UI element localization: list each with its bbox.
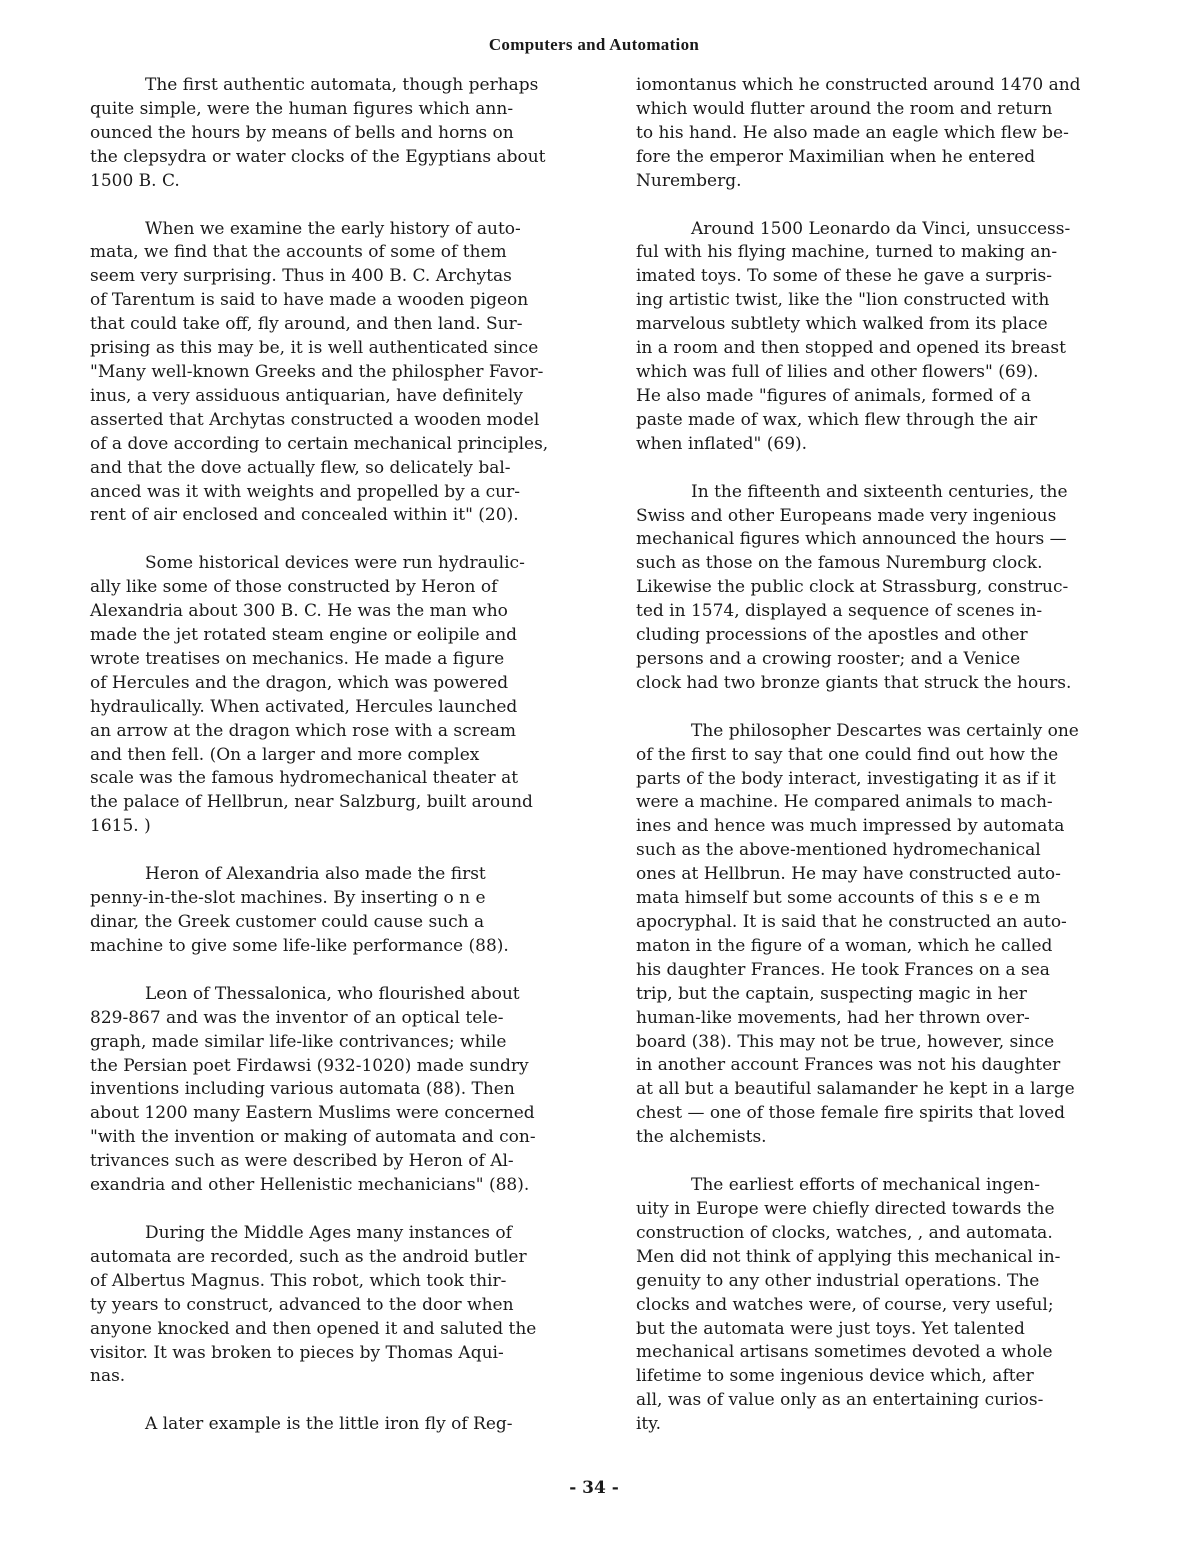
paragraph: When we examine the early history of auto- mata, we find that the accounts of some of them seem very surprising. Thus in 400 B. C. Archytas of Tarentum is said to have made a wooden pigeon that could take off, fly around, and then land. Sur- prising as this may be, it is well authenticated since "Many well-known Greeks and the philospher Favor- inus, a very assiduous antiquarian, have definitely asserted that Archytas constructed a wooden model of a dove according to certain mechanical principles, and that the dove actually flew, so delicately bal- anced was it with weights and propelled by a cur- rent of air enclosed and concealed within it" (20). xyxy=(90,218,549,526)
paragraph: Heron of Alexandria also made the first penny-in-the-slot machines. By inserting o n e dinar, the Greek customer could cause such a machine to give some life-like performance (88). xyxy=(90,864,509,956)
paragraph: The first authentic automata, though perhaps quite simple, were the human figures which ann- ounced the hours by means of bells and horns on the clepsydra or water clocks of the Egyptians about 1500 B. C. xyxy=(90,75,546,191)
right-column xyxy=(636,74,1128,1437)
paragraph: The philosopher Descartes was certainly one of the first to say that one could find out how the parts of the body interact, investigating it as if it were a machine. He compared animals to mach- ines and hence was much impressed by automata such as the above-mentioned hydromechanical ones at Hellbrun. He may have constructed auto- mata himself but some accounts of this s e e m apocryphal. It is said that he constructed an auto- maton in the figure of a woman, which he called his daughter Frances. He took Frances on a sea trip, but the captain, suspecting magic in her human-like movements, had her thrown over- board (38). This may not be true, however, since in another account Frances was not his daughter at all but a beautiful salamander he kept in a large chest — one of those female fire spirits that loved the alchemists. xyxy=(636,720,1079,1148)
page-number: - 34 - xyxy=(569,1478,619,1498)
paragraph: A later example is the little iron fly of Reg- xyxy=(145,1414,513,1435)
paragraph: During the Middle Ages many instances of automata are recorded, such as the android butler of Albertus Magnus. This robot, which took thir- ty years to construct, advanced to the door when anyone knocked and then opened it and saluted the visitor. It was broken to pieces by Thomas Aqui- nas. xyxy=(90,1222,537,1387)
paragraph: In the fifteenth and sixteenth centuries, the Swiss and other Europeans made very ingenious mechanical figures which announced the hours — such as those on the famous Nuremburg clock. Likewise the public clock at Strassburg, construc- ted in 1574, displayed a sequence of scenes in- cluding processions of the apostles and other persons and a crowing rooster; and a Venice clock had two bronze giants that struck the hours. xyxy=(636,481,1072,693)
paragraph: Around 1500 Leonardo da Vinci, unsuccess- ful with his flying machine, turned to making an- imated toys. To some of these he gave a surpris- ing artistic twist, like the "lion constructed with marvelous subtlety which walked from its place in a room and then stopped and opened its breast which was full of lilies and other flowers" (69). He also made "figures of animals, formed of a paste made of wax, which flew through the air when inflated" (69). xyxy=(636,218,1071,454)
running-header: Computers and Automation xyxy=(488,35,700,54)
paragraph: Leon of Thessalonica, who flourished about 829-867 and was the inventor of an optical tele- graph, made similar life-like contrivances; while the Persian poet Firdawsi (932-1020) made sundry inventions including various automata (88). Then about 1200 many Eastern Muslims were concerned "with the invention or making of automata and con- trivances such as were described by Heron of Al- exandria and other Hellenistic mechanicians" (88). xyxy=(90,983,536,1196)
paragraph: The earliest efforts of mechanical ingen- uity in Europe were chiefly directed towards the construction of clocks, watches, , and automata. Men did not think of applying this mechanical in- genuity to any other industrial operations. The clocks and watches were, of course, very useful; but the automata were just toys. Yet talented mechanical artisans sometimes devoted a whole lifetime to some ingenious device which, after all, was of value only as an entertaining curios- ity. xyxy=(636,1175,1061,1435)
left-column xyxy=(90,74,592,1437)
paragraph-continued: iomontanus which he constructed around 1470 and which would flutter around the room and return to his hand. He also made an eagle which flew be- fore the emperor Maximilian when he entered Nuremberg. xyxy=(636,75,1081,191)
paragraph: Some historical devices were run hydraulic- ally like some of those constructed by Heron of Alexandria about 300 B. C. He was the man who made the jet rotated steam engine or eolipile and wrote treatises on mechanics. He made a figure of Hercules and the dragon, which was powered hydraulically. When activated, Hercules launched an arrow at the dragon which rose with a scream and then fell. (On a larger and more complex scale was the famous hydromechanical theater at the palace of Hellbrun, near Salzburg, built around 1615. ) xyxy=(90,553,533,837)
